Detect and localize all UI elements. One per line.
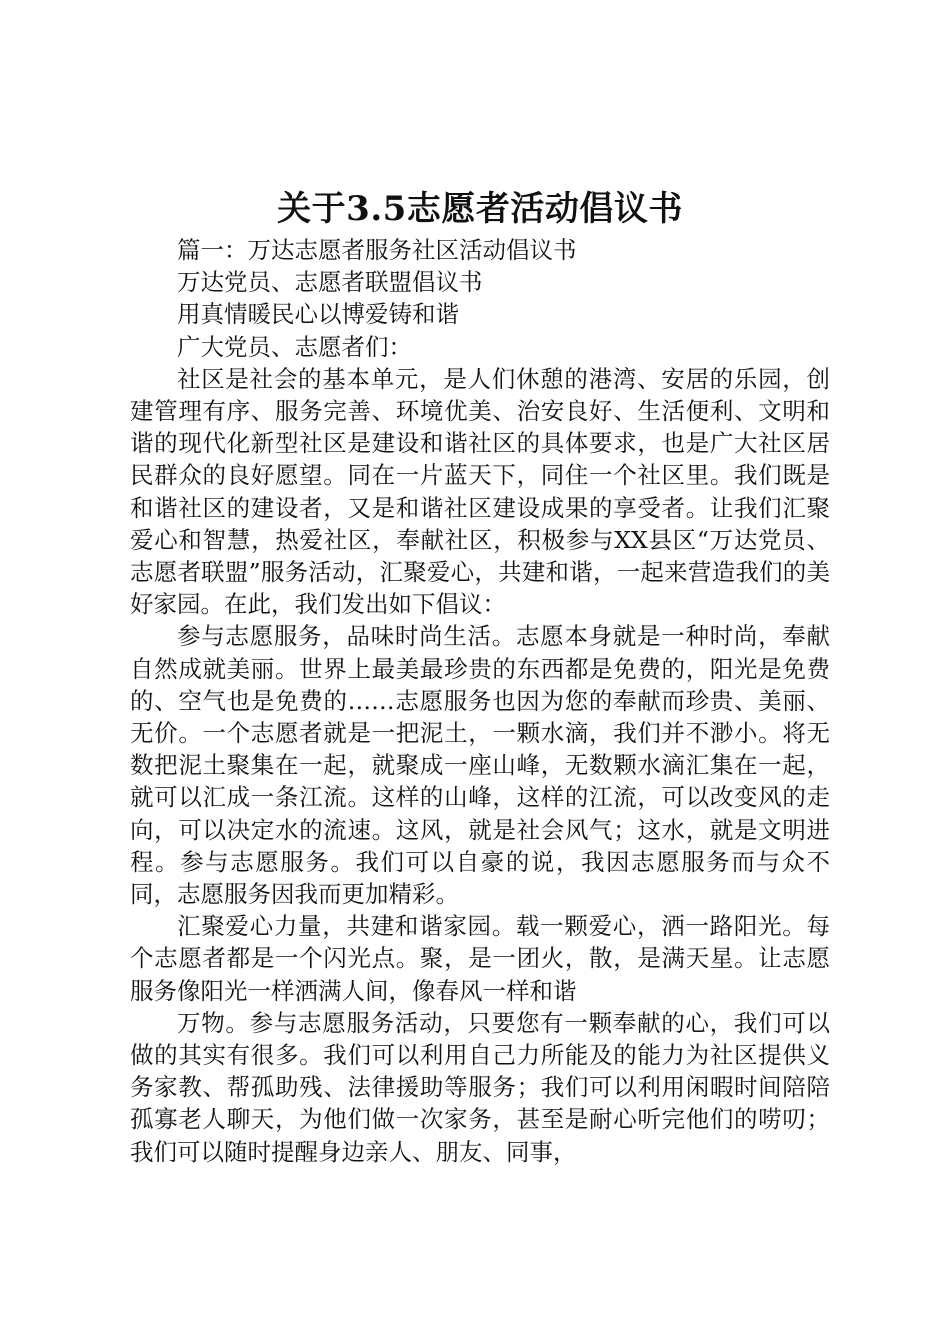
paragraph-intro: 社区是社会的基本单元，是人们休憩的港湾、安居的乐园，创建管理有序、服务完善、环境优美、治安良好、生活便利、文明和谐的现代化新型社区是建设和谐社区的具体要求，也是广大社区居民群众的良好愿望。同在一片蓝天下，同住一个社区里。我们既是和谐社区的建设者，又是和谐社区建设成果的享受者。让我们汇聚爱心和智慧，热爱社区，奉献社区，积极参与XX县区“万达党员、志愿者联盟”服务活动，汇聚爱心，共建和谐，一起来营造我们的美好家园。在此，我们发出如下倡议： xyxy=(130,364,830,619)
paragraph-proposal-1: 参与志愿服务，品味时尚生活。志愿本身就是一种时尚，奉献自然成就美丽。世界上最美最珍贵的东西都是免费的，阳光是免费的、空气也是免费的……志愿服务也因为您的奉献而珍贵、美丽、无价。一个志愿者就是一把泥土，一颗水滴，我们并不渺小。将无数把泥土聚集在一起，就聚成一座山峰，无数颗水滴汇集在一起，就可以汇成一条江流。这样的山峰，这样的江流，可以改变风的走向，可以决定水的流速。这风，就是社会风气；这水，就是文明进程。参与志愿服务。我们可以自豪的说，我因志愿服务而与众不同，志愿服务因我而更加精彩。 xyxy=(130,622,830,909)
paragraph-slogan: 用真情暖民心以博爱铸和谐 xyxy=(177,300,459,329)
paragraph-proposal-2: 汇聚爱心力量，共建和谐家园。载一颗爱心，洒一路阳光。每个志愿者都是一个闪光点。聚，是一团火，散，是满天星。让志愿服务像阳光一样洒满人间，像春风一样和谐 xyxy=(130,912,830,1005)
paragraph-subtitle: 万达党员、志愿者联盟倡议书 xyxy=(177,268,483,297)
paragraph-proposal-2-cont: 万物。参与志愿服务活动，只要您有一颗奉献的心，我们可以做的其实有很多。我们可以利用自己力所能及的能力为社区提供义务家教、帮孤助残、法律援助等服务；我们可以利用闲暇时间陪陪孤寡老人聊天，为他们做一次家务，甚至是耐心听完他们的唠叨；我们可以随时提醒身边亲人、朋友、同事， xyxy=(130,1008,830,1166)
document-body xyxy=(130,234,830,1168)
paragraph-heading: 篇一：万达志愿者服务社区活动倡议书 xyxy=(177,236,577,264)
document-title: 关于3.5志愿者活动倡议书 xyxy=(277,189,683,229)
paragraph-salutation: 广大党员、志愿者们： xyxy=(177,332,412,361)
